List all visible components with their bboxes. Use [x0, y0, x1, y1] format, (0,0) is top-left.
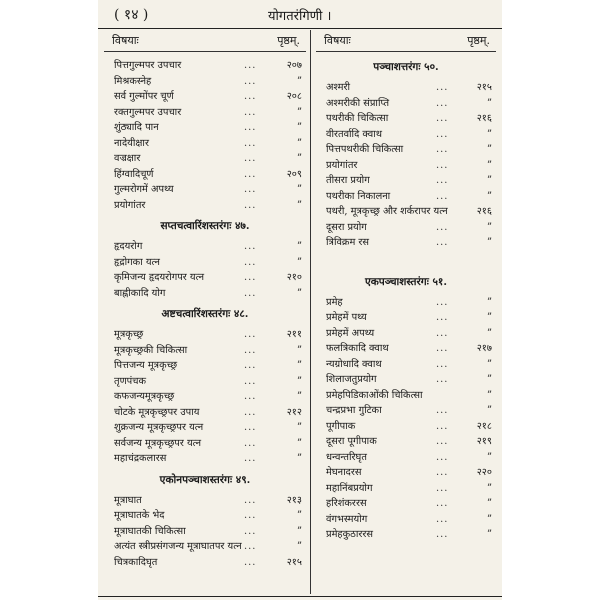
- column-divider: [310, 30, 311, 594]
- index-entry: [104, 74, 306, 90]
- index-entry: [316, 512, 496, 528]
- entry-title: बाह्नीकादि योग: [114, 287, 166, 299]
- index-entry: [316, 220, 496, 236]
- index-entry: [104, 105, 306, 121]
- index-entry: [104, 136, 306, 152]
- entry-title: प्रमेहमें अपथ्य: [326, 327, 375, 339]
- entry-page: २१३: [286, 494, 302, 506]
- entry-page: ”: [486, 327, 492, 339]
- entry-page: ”: [486, 529, 492, 540]
- entry-page: ”: [486, 513, 492, 525]
- index-entry: [316, 465, 496, 481]
- index-entry: [104, 89, 306, 105]
- index-entry: [104, 255, 306, 271]
- entry-page: २०७: [286, 60, 302, 71]
- index-entry: [316, 341, 496, 357]
- entry-title: मूत्रकृच्छ्र: [114, 329, 144, 340]
- index-entry: [104, 182, 306, 198]
- leader-dots: ...: [436, 82, 449, 93]
- entry-title: शुंठ्यादि पान: [114, 122, 159, 133]
- right-column-header: [316, 30, 496, 50]
- entry-title: शुक्रजन्य मूत्रकृच्छ्रपर यत्न: [114, 422, 204, 433]
- entry-title: प्रमेहपिडिकाओंकी चिकित्सा: [326, 389, 423, 401]
- entry-page: ”: [486, 498, 492, 509]
- index-entry: [316, 96, 496, 112]
- entry-page: ”: [296, 106, 302, 118]
- section-heading-51: एकपञ्चाशस्तरंगः ५१.: [364, 275, 448, 288]
- index-entry: [316, 403, 496, 419]
- entry-title: पित्तजन्य मूत्रकृच्छ्र: [114, 360, 178, 371]
- index-entry: [104, 436, 306, 452]
- entry-title: त्रिविक्रम रस: [326, 237, 370, 248]
- leader-dots: ...: [244, 168, 257, 180]
- index-entry: [104, 374, 306, 390]
- leader-dots: ...: [436, 467, 449, 478]
- leader-dots: ...: [244, 360, 257, 371]
- index-entry: [104, 420, 306, 436]
- entry-page: ”: [486, 221, 492, 233]
- entry-page: ”: [486, 405, 492, 416]
- leader-dots: ...: [244, 199, 257, 211]
- entry-title: वीरतर्वादि क्वाथ: [326, 128, 382, 140]
- entry-title: महाचंद्रकलारस: [114, 453, 167, 464]
- entry-page: ”: [486, 159, 492, 171]
- leader-dots: ...: [244, 406, 257, 418]
- leader-dots: ...: [244, 287, 257, 299]
- entry-title: अश्मरीकी संप्राप्ति: [326, 97, 390, 109]
- leader-dots: ...: [244, 91, 257, 102]
- entry-page: ”: [296, 199, 302, 211]
- footer-rule: [98, 596, 502, 597]
- entry-page: ”: [486, 97, 492, 109]
- leader-dots: ...: [244, 241, 257, 252]
- leader-dots: ...: [244, 344, 257, 356]
- entry-page: २१६: [476, 113, 492, 124]
- index-entry: [104, 58, 306, 74]
- leader-dots: ...: [244, 525, 257, 537]
- index-entry: [316, 434, 496, 450]
- leader-dots: ...: [436, 190, 449, 202]
- page-label: पृष्ठम्.: [277, 34, 300, 47]
- entry-page: ”: [486, 482, 492, 494]
- entry-title: चित्रकादिघृत: [114, 556, 158, 568]
- entry-page: ”: [296, 453, 302, 464]
- leader-dots: ...: [436, 327, 449, 339]
- entry-page: २१२: [286, 406, 302, 418]
- left-group-2: [104, 239, 306, 301]
- entry-title: मिश्रकस्नेह: [114, 75, 152, 87]
- entry-page: ”: [296, 122, 302, 133]
- entry-title: हरिशंकररस: [326, 498, 367, 509]
- entry-title: वज्रक्षार: [114, 153, 141, 164]
- index-entry: [104, 451, 306, 467]
- entry-title: वंगभस्मयोग: [326, 513, 368, 525]
- leader-dots: ...: [436, 436, 449, 447]
- entry-title: सर्वजन्य मूत्रकृच्छ्रपर यत्न: [114, 437, 202, 449]
- page-number: ( १४ ): [114, 7, 149, 23]
- index-entry: [316, 80, 496, 96]
- leader-dots: ...: [244, 329, 257, 340]
- left-column-header: [104, 30, 306, 50]
- leader-dots: ...: [244, 272, 257, 283]
- subject-label: विषयाः: [324, 34, 351, 47]
- leader-dots: ...: [244, 75, 257, 87]
- index-entry: [316, 235, 496, 251]
- entry-title: अत्यंत स्त्रीप्रसंगजन्य मूत्राघातपर यत्न: [114, 541, 242, 552]
- leader-dots: ...: [436, 237, 449, 248]
- leader-dots: ...: [436, 451, 449, 463]
- leader-dots: ...: [244, 184, 257, 195]
- entry-title: गुल्मरोगमें अपथ्य: [114, 184, 174, 195]
- section-heading-48: अष्टचत्वारिंशस्तरंगः ४८.: [161, 308, 249, 320]
- index-entry: [104, 493, 306, 509]
- entry-title: चन्द्रप्रभा गुटिका: [326, 405, 382, 416]
- leader-dots: ...: [244, 106, 257, 118]
- leader-dots: ...: [436, 420, 449, 432]
- right-group-2: [316, 295, 496, 543]
- entry-title: हृदयरोग: [114, 241, 143, 252]
- leader-dots: ...: [244, 494, 257, 506]
- leader-dots: ...: [436, 374, 449, 385]
- entry-title: दूसरा प्रयोग: [326, 221, 367, 233]
- leader-dots: ...: [436, 482, 449, 494]
- entry-title: प्रमेहमें पथ्य: [326, 312, 367, 323]
- entry-title: प्रयोगांतर: [326, 159, 358, 171]
- entry-title: महानिंबप्रयोग: [326, 482, 373, 494]
- entry-page: २२०: [476, 467, 492, 478]
- entry-page: ”: [296, 525, 302, 537]
- index-entry: [316, 326, 496, 342]
- index-entry: [316, 388, 496, 404]
- entry-title: प्रमेह: [326, 296, 343, 308]
- entry-title: मेघनादरस: [326, 467, 362, 478]
- entry-title: कफजन्यमूत्रकृच्छ्र: [114, 391, 175, 402]
- entry-page: ”: [486, 389, 492, 401]
- entry-page: ”: [486, 237, 492, 248]
- entry-title: फलत्रिकादि क्वाथ: [326, 343, 389, 354]
- index-entry: [316, 496, 496, 512]
- leader-dots: ...: [244, 541, 257, 552]
- entry-page: ”: [486, 358, 492, 370]
- index-entry: [104, 539, 306, 555]
- index-entry: [104, 120, 306, 136]
- index-entry: [316, 127, 496, 143]
- index-entry: [316, 173, 496, 189]
- entry-page: ”: [486, 312, 492, 323]
- entry-page: ”: [296, 375, 302, 387]
- leader-dots: ...: [436, 113, 449, 124]
- entry-page: २१५: [476, 82, 492, 93]
- index-entry: [104, 358, 306, 374]
- entry-title: पथरीका निकालना: [326, 190, 391, 202]
- entry-page: २१५: [286, 556, 302, 568]
- book-page: [98, 0, 502, 600]
- entry-page: ”: [296, 360, 302, 371]
- entry-page: ”: [486, 190, 492, 202]
- leader-dots: ...: [436, 529, 449, 540]
- entry-page: ”: [486, 175, 492, 186]
- leader-dots: ...: [436, 144, 449, 155]
- entry-page: ”: [486, 144, 492, 155]
- index-entry: [316, 310, 496, 326]
- entry-page: ”: [296, 344, 302, 356]
- index-entry: [316, 295, 496, 311]
- leader-dots: ...: [244, 60, 257, 71]
- entry-page: ”: [296, 391, 302, 402]
- section-heading-50: पञ्चाशत्तरंगः ५०.: [373, 61, 439, 73]
- index-entry: [104, 508, 306, 524]
- right-group-1: [316, 80, 496, 251]
- index-entry: [104, 343, 306, 359]
- index-entry: [316, 527, 496, 543]
- entry-title: पित्तपथरीकी चिकित्सा: [326, 144, 404, 155]
- leader-dots: ...: [244, 453, 257, 464]
- entry-title: हिंग्वादिचूर्ण: [114, 168, 154, 180]
- index-entry: [316, 158, 496, 174]
- entry-page: २१०: [286, 272, 302, 283]
- index-entry: [316, 111, 496, 127]
- entry-title: मूत्रकृच्छ्रकी चिकित्सा: [114, 344, 188, 356]
- entry-title: न्यग्रोधादि क्वाथ: [326, 358, 382, 370]
- entry-title: नादेयीक्षार: [114, 137, 149, 149]
- entry-title: पित्तगुल्मपर उपचार: [114, 60, 182, 71]
- leader-dots: ...: [244, 375, 257, 387]
- entry-title: हृद्रोगका यत्न: [114, 256, 160, 268]
- index-entry: [104, 555, 306, 571]
- leader-dots: ...: [244, 510, 257, 521]
- left-group-3: [104, 327, 306, 467]
- leader-dots: ...: [244, 391, 257, 402]
- section-heading-47: सप्तचत्वारिंशस्तरंगः ४७.: [160, 220, 250, 232]
- leader-dots: ...: [244, 437, 257, 449]
- leader-dots: ...: [436, 128, 449, 140]
- entry-page: २०८: [286, 91, 302, 102]
- entry-title: कृमिजन्य हृदयरोगपर यत्न: [114, 272, 205, 283]
- index-entry: [316, 481, 496, 497]
- left-group-4: [104, 493, 306, 571]
- entry-title: प्रमेहकुठाररस: [326, 529, 374, 540]
- entry-page: ”: [296, 137, 302, 149]
- leader-dots: ...: [244, 422, 257, 433]
- leader-dots: ...: [436, 405, 449, 416]
- leader-dots: ...: [436, 97, 449, 109]
- entry-title: धन्वन्तरिघृत: [326, 451, 367, 463]
- index-entry: [316, 189, 496, 205]
- entry-page: ”: [296, 541, 302, 552]
- entry-page: ”: [296, 256, 302, 268]
- entry-page: ”: [296, 422, 302, 433]
- entry-page: २०९: [286, 168, 302, 180]
- index-entry: [104, 327, 306, 343]
- index-entry: [104, 167, 306, 183]
- entry-page: ”: [486, 296, 492, 308]
- index-entry: [316, 450, 496, 466]
- leader-dots: ...: [436, 221, 449, 233]
- subject-label: विषयाः: [112, 34, 139, 47]
- entry-title: तृणपंचक: [114, 375, 146, 387]
- entry-page: ”: [486, 128, 492, 140]
- leader-dots: ...: [244, 122, 257, 133]
- index-entry: [104, 198, 306, 214]
- page-label: पृष्ठम्.: [467, 34, 490, 47]
- entry-page: ”: [296, 241, 302, 252]
- index-entry: [104, 524, 306, 540]
- entry-page: ”: [296, 75, 302, 87]
- leader-dots: ...: [436, 175, 449, 186]
- index-entry: [316, 419, 496, 435]
- entry-page: ”: [296, 510, 302, 521]
- section-heading-49: एकोनपञ्चाशस्तरंगः ४९.: [159, 473, 251, 486]
- index-entry: [316, 204, 496, 220]
- page-header: [98, 0, 502, 28]
- leader-dots: ...: [436, 513, 449, 525]
- entry-page: २१९: [476, 436, 492, 447]
- entry-page: ”: [296, 287, 302, 299]
- leader-dots: ...: [436, 296, 449, 308]
- index-entry: [104, 405, 306, 421]
- entry-page: २१६: [476, 206, 492, 217]
- leader-dots: ...: [244, 256, 257, 268]
- index-entry: [104, 270, 306, 286]
- entry-title: शिलाजतुप्रयोग: [326, 374, 377, 385]
- leader-dots: ...: [436, 312, 449, 323]
- left-group-1: [104, 58, 306, 213]
- index-entry: [104, 151, 306, 167]
- index-entry: [104, 286, 306, 302]
- entry-page: ”: [296, 437, 302, 449]
- left-column: [104, 30, 306, 570]
- entry-title: प्रयोगांतर: [114, 199, 146, 211]
- entry-page: ”: [296, 184, 302, 195]
- index-entry: [104, 389, 306, 405]
- entry-page: ”: [296, 153, 302, 164]
- index-entry: [104, 239, 306, 255]
- entry-title: मूत्राघात: [114, 494, 142, 506]
- entry-title: रक्तगुल्मपर उपचार: [114, 106, 182, 118]
- entry-title: सर्व गुल्मोंपर चूर्ण: [114, 91, 174, 102]
- index-entry: [316, 372, 496, 388]
- leader-dots: ...: [436, 343, 449, 354]
- entry-title: मूत्राघातके भेद: [114, 510, 165, 521]
- entry-title: मूत्राघातकी चिकित्सा: [114, 525, 186, 537]
- index-entry: [316, 357, 496, 373]
- right-column: [316, 30, 496, 543]
- entry-title: दूसरा पूगीपाक: [326, 436, 377, 447]
- entry-title: चोटके मूत्रकृच्छ्रपर उपाय: [114, 406, 200, 418]
- leader-dots: ...: [244, 153, 257, 164]
- index-entry: [316, 142, 496, 158]
- entry-page: २१८: [476, 420, 492, 432]
- leader-dots: ...: [436, 159, 449, 171]
- leader-dots: ...: [436, 358, 449, 370]
- running-title: योगतरंगिणी ।: [268, 9, 332, 24]
- entry-title: पथरीकी चिकित्सा: [326, 113, 389, 124]
- entry-page: ”: [486, 451, 492, 463]
- entry-title: अश्मरी: [326, 82, 351, 93]
- entry-title: पूगीपाक: [326, 420, 356, 432]
- leader-dots: ...: [244, 556, 257, 568]
- entry-page: ”: [486, 374, 492, 385]
- entry-title: पथरी, मूत्रकृच्छ्र और शर्करापर यत्न: [326, 206, 448, 217]
- entry-title: तीसरा प्रयोग: [326, 175, 370, 186]
- entry-page: २११: [286, 329, 302, 340]
- leader-dots: ...: [436, 498, 449, 509]
- header-rule: [98, 28, 502, 29]
- entry-page: २१७: [476, 343, 492, 354]
- leader-dots: ...: [244, 137, 257, 149]
